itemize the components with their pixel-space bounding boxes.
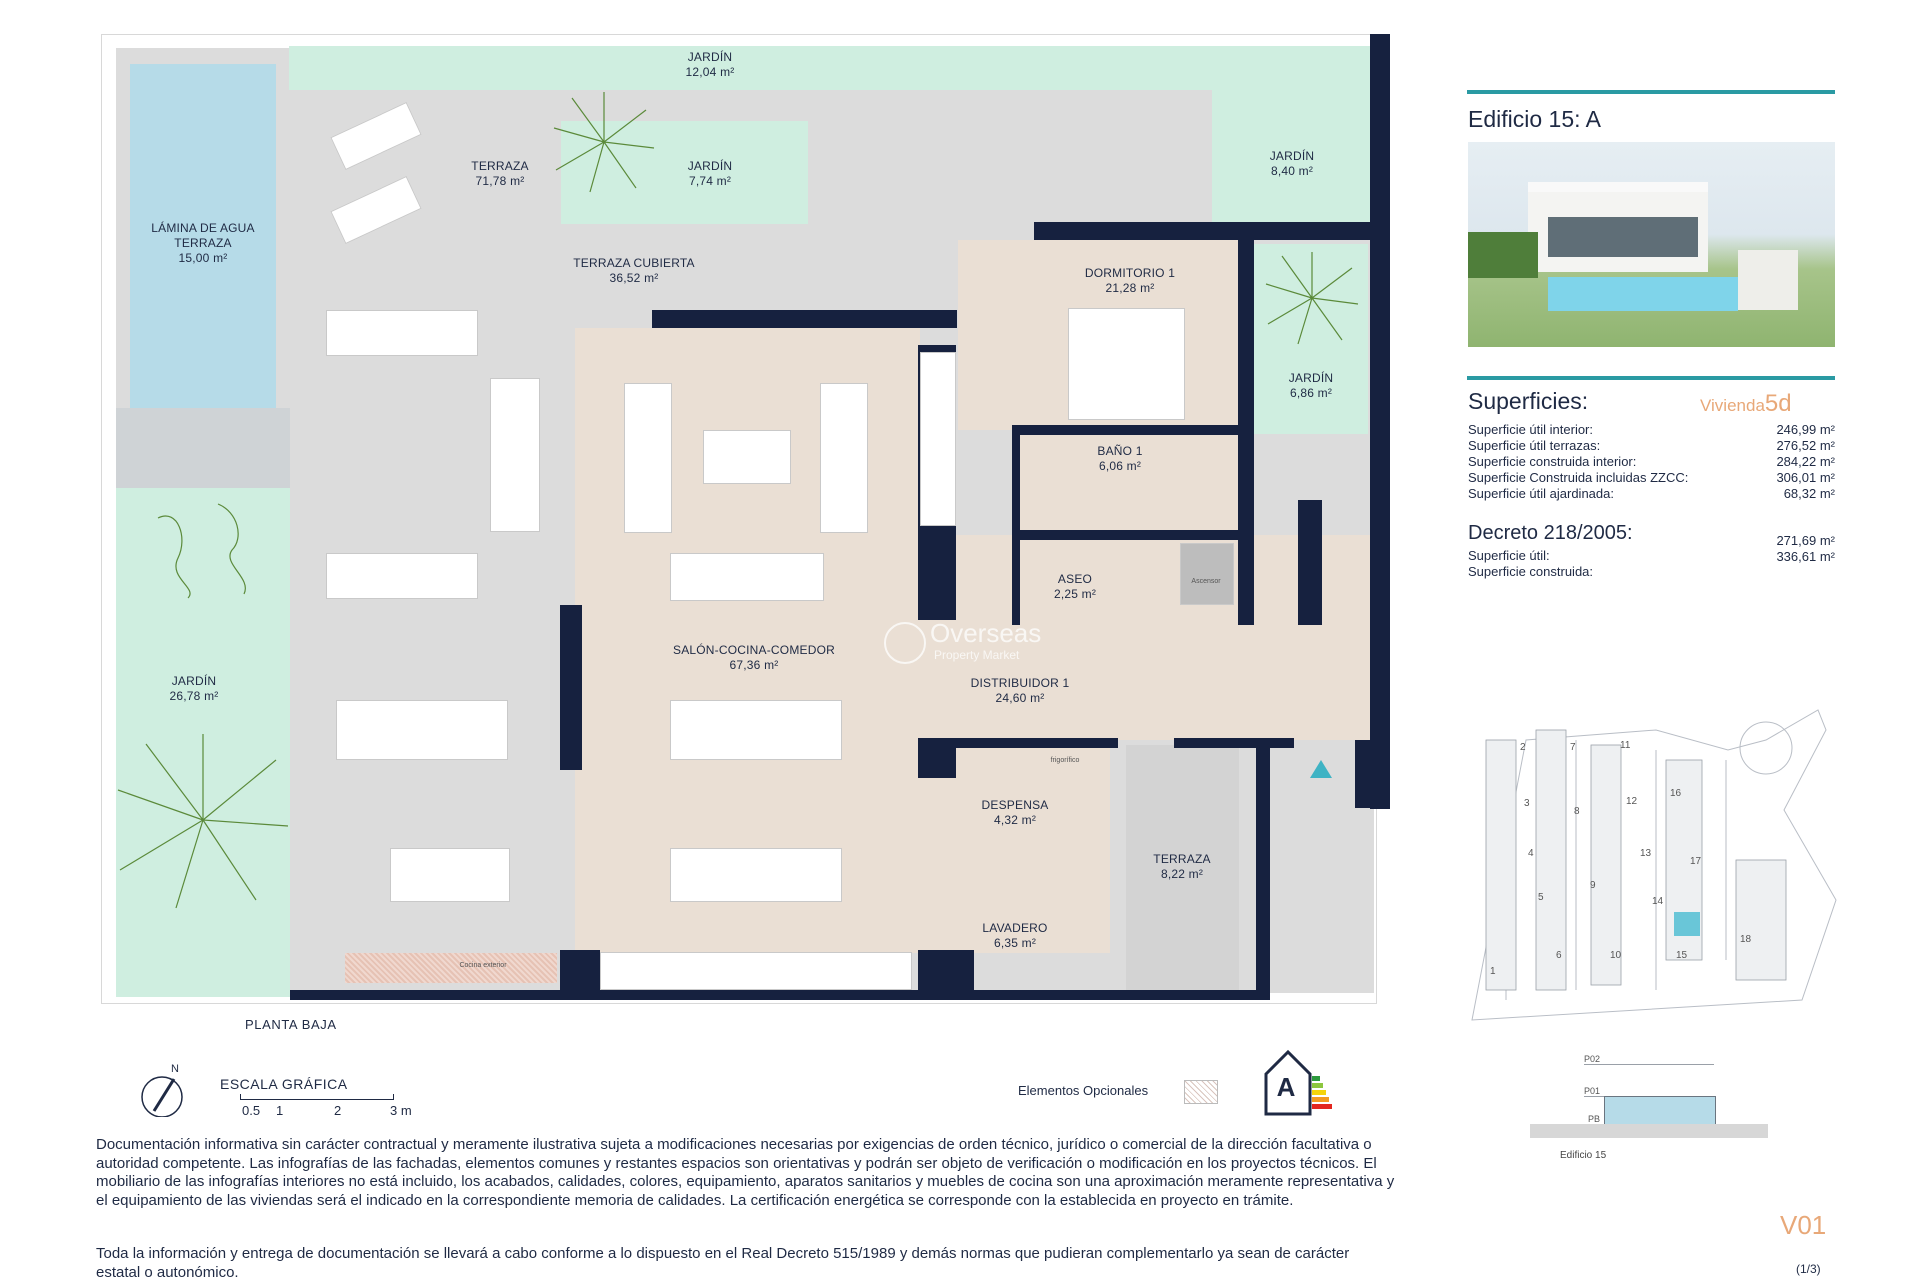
surface-label: Superficie útil terrazas: xyxy=(1468,438,1601,453)
watermark-name: Overseas xyxy=(930,618,1042,648)
wall-bano-top xyxy=(1012,425,1242,435)
site-plan-number: 9 xyxy=(1590,880,1596,891)
section-level-label: P02 xyxy=(1584,1054,1601,1064)
outdoor-table xyxy=(336,700,508,760)
wall-bottom-right xyxy=(1256,745,1270,1000)
site-plan-number: 5 xyxy=(1538,892,1544,903)
version-label: V01 xyxy=(1780,1210,1827,1240)
render-hedge xyxy=(1468,232,1538,278)
section-level-label: P01 xyxy=(1584,1086,1601,1096)
wall-salon-bottom xyxy=(560,950,600,994)
vivienda-word: Vivienda xyxy=(1700,396,1765,415)
scale-tick-2: 2 xyxy=(334,1103,342,1118)
section-level-label: PB xyxy=(1588,1114,1601,1124)
section-diagram xyxy=(1530,1054,1770,1150)
site-plan-number: 2 xyxy=(1520,742,1526,753)
site-plan-number: 10 xyxy=(1610,950,1622,961)
scale-tick-3: 3 m xyxy=(390,1103,412,1118)
wall-right xyxy=(1370,34,1390,809)
site-plan-number: 13 xyxy=(1640,848,1652,859)
surface-label: Superficie útil interior: xyxy=(1468,422,1593,437)
surface-label: Superficie Construida incluidas ZZCC: xyxy=(1468,470,1689,485)
wall-aseo-left xyxy=(1012,425,1020,625)
outdoor-sofa xyxy=(326,310,478,356)
surfaces-title: Superficies: xyxy=(1468,388,1589,414)
room-label-distribuidor: DISTRIBUIDOR 1 24,60 m² xyxy=(970,676,1070,705)
room-label-jardin-686: JARDÍN 6,86 m² xyxy=(1288,371,1334,400)
site-plan-number: 11 xyxy=(1620,740,1631,751)
scale-bar xyxy=(240,1094,394,1100)
page-number: (1/3) xyxy=(1796,1262,1821,1276)
site-plan-number: 4 xyxy=(1528,848,1534,859)
site-plan-number: 7 xyxy=(1570,742,1576,753)
scale-tick-05: 0.5 xyxy=(242,1103,261,1118)
wall-terr-top xyxy=(1174,738,1294,748)
ascensor-label: Ascensor xyxy=(1191,578,1221,585)
decree-value: 336,61 m² xyxy=(1776,549,1835,564)
sofa xyxy=(820,383,868,533)
render-windows xyxy=(1548,217,1698,257)
room-label-jardin-2678: JARDÍN 26,78 m² xyxy=(169,674,219,703)
room-label-lavadero: LAVADERO 6,35 m² xyxy=(982,921,1048,950)
wall-bottom xyxy=(290,990,1256,1000)
decree-title: Decreto 218/2005: xyxy=(1468,522,1633,544)
garden-top xyxy=(289,46,1374,90)
site-plan-number: 14 xyxy=(1652,896,1664,907)
site-plan-number: 6 xyxy=(1556,950,1562,961)
decree-value: 271,69 m² xyxy=(1776,533,1835,548)
render-pool-wall xyxy=(1738,250,1798,310)
elevator xyxy=(1180,543,1234,605)
building-title: Edificio 15: A xyxy=(1468,106,1601,132)
site-plan-number: 1 xyxy=(1490,966,1496,977)
site-plan-number: 16 xyxy=(1670,788,1682,799)
room-label-bano: BAÑO 1 6,06 m² xyxy=(1097,444,1143,473)
surface-value: 276,52 m² xyxy=(1776,438,1835,453)
outdoor-bench xyxy=(390,848,510,902)
surface-value: 306,01 m² xyxy=(1776,470,1835,485)
room-label-aseo: ASEO 2,25 m² xyxy=(1053,572,1097,601)
wall-right-lower xyxy=(1355,740,1385,808)
surface-value: 246,99 m² xyxy=(1776,422,1835,437)
site-plan-number: 18 xyxy=(1740,934,1752,945)
room-label-terraza-822: TERRAZA 8,22 m² xyxy=(1153,852,1211,881)
site-plan-number: 8 xyxy=(1574,806,1580,817)
palm-plant-icon xyxy=(1262,248,1362,348)
watermark xyxy=(884,618,1064,666)
wall-bano-bottom xyxy=(1012,530,1242,540)
panel-mid-rule xyxy=(1467,376,1835,380)
kitchen-counter xyxy=(600,952,912,990)
cocina-exterior-label: Cocina exterior xyxy=(459,962,507,969)
render-pool xyxy=(1548,277,1738,311)
energy-rating-letter: A xyxy=(1276,1072,1296,1102)
scale-title: ESCALA GRÁFICA xyxy=(220,1076,348,1092)
disclaimer-paragraph-1: Documentación informativa sin carácter contractual y meramente ilustrativa sujeta a modificaciones necesarias por exigencias de orden técnico, jurídico o comercial de la dirección facultativa o autoridad competente. Las infografías de las fachadas, elementos comunes y restantes espacios son orientativas y podrán ser objeto de verificación o modificación en los proyectos técnicos. El mobiliario de las infografías interiores no está incluido, los acabados, calidades, colores, equipamiento, aparatos sanitarios y muebles de cocina son una aproximación meramente representativa y el equipamiento de las viviendas será el indicado en la correspondiente memoria de calidades. La certificación energética se corresponde con la establecida en proyecto en trámite. xyxy=(96,1136,1395,1209)
north-letter: N xyxy=(171,1063,179,1075)
wardrobe xyxy=(920,352,956,526)
palm-plant-icon xyxy=(116,730,290,910)
dining-table xyxy=(670,700,842,760)
wall-lav-left xyxy=(918,738,956,778)
watermark-logo-icon xyxy=(884,622,926,664)
wall-stair xyxy=(1298,500,1322,625)
kitchen-island xyxy=(670,848,842,902)
room-label-terraza-cubierta: TERRAZA CUBIERTA 36,52 m² xyxy=(573,256,695,285)
room-label-jardin-top: JARDÍN 12,04 m² xyxy=(685,50,735,79)
room-label-despensa: DESPENSA 4,32 m² xyxy=(981,798,1049,827)
surface-label: Superficie construida interior: xyxy=(1468,454,1637,469)
site-plan-number: 15 xyxy=(1676,950,1688,961)
site-plan-number: 12 xyxy=(1626,796,1638,807)
bed xyxy=(1068,308,1185,420)
surface-value: 284,22 m² xyxy=(1776,454,1835,469)
scale-tick-1: 1 xyxy=(276,1103,284,1118)
disclaimer-paragraph-2: Toda la información y entrega de documentación se llevará a cabo conforme a lo dispuesto en el Real Decreto 515/1989 y demás normas que pudieran complementarlo ya sean de carácter estatal o autonómico. xyxy=(96,1245,1350,1281)
north-arrow-icon xyxy=(140,1067,190,1117)
vivienda-code: 5d xyxy=(1764,390,1792,417)
sofa xyxy=(624,383,672,533)
site-plan-number: 3 xyxy=(1524,798,1530,809)
frigorifico-label: frigorífico xyxy=(1050,757,1080,764)
section-building xyxy=(1604,1096,1716,1126)
panel-top-rule xyxy=(1467,90,1835,94)
room-label-salon: SALÓN-COCINA-COMEDOR 67,36 m² xyxy=(672,643,835,672)
surface-value: 68,32 m² xyxy=(1783,486,1835,501)
outdoor-sofa xyxy=(490,378,540,532)
outdoor-sofa xyxy=(326,553,478,599)
room-label-dormitorio: DORMITORIO 1 21,28 m² xyxy=(1084,266,1176,295)
wall-lav-bottom xyxy=(918,950,974,994)
decree-label: Superficie útil: xyxy=(1468,548,1550,563)
room-label-jardin-840: JARDÍN 8,40 m² xyxy=(1269,149,1315,178)
site-plan-number: 17 xyxy=(1690,856,1702,867)
room-label-lamina: LÁMINA DE AGUA TERRAZA 15,00 m² xyxy=(151,221,255,265)
optional-elements-label: Elementos Opcionales xyxy=(1018,1083,1149,1098)
water-edge xyxy=(116,408,290,488)
section-caption: Edificio 15 xyxy=(1560,1150,1607,1161)
sideboard xyxy=(670,553,824,601)
wall-salon-top xyxy=(652,310,957,328)
vivienda-label xyxy=(1700,390,1792,418)
coffee-table xyxy=(703,430,791,484)
decree-label: Superficie construida: xyxy=(1468,564,1594,579)
section-level-line xyxy=(1584,1064,1714,1065)
wall-salon-left xyxy=(560,605,582,770)
wall-core xyxy=(1238,240,1254,625)
shrub-plant-icon xyxy=(148,498,270,608)
floor-label: PLANTA BAJA xyxy=(245,1017,337,1032)
wall-dorm-top xyxy=(1034,222,1384,240)
room-label-jardin-774: JARDÍN 7,74 m² xyxy=(687,159,733,188)
watermark-sub: Property Market xyxy=(934,648,1020,662)
section-ground xyxy=(1530,1124,1768,1138)
surface-label: Superficie útil ajardinada: xyxy=(1468,486,1614,501)
room-label-terraza: TERRAZA 71,78 m² xyxy=(471,159,529,188)
entrance-marker-icon xyxy=(1310,760,1332,778)
building-render-image xyxy=(1468,142,1835,347)
optional-elements-swatch xyxy=(1184,1080,1218,1104)
cocina-exterior xyxy=(345,953,557,983)
